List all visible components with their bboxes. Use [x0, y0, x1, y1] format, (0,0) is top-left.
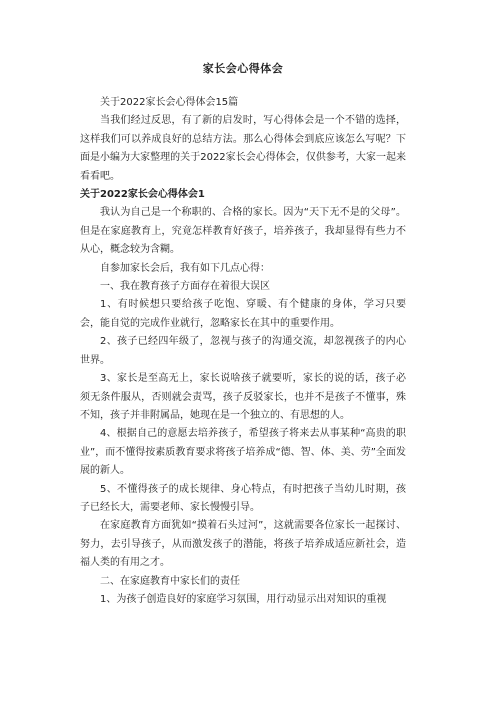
paragraph: 二、在家庭教育中家长们的责任	[100, 575, 240, 587]
paragraph: 4、根据自己的意愿去培养孩子，希望孩子将来去从事某种“高贵的职业”，而不懂得按素质教育要求将孩子培养成“德、智、体、美、劳”全面发展的新人。	[80, 428, 406, 477]
paragraph: 我认为自己是一个称职的、合格的家长。因为“天下无不是的父母”。但是在家庭教育上，究竟怎样教育好孩子，培养孩子，我却显得有些力不从心，概念较为含糊。	[80, 207, 406, 256]
paragraph: 1、为孩子创造良好的家庭学习氛围，用行动显示出对知识的重视	[100, 593, 387, 605]
paragraph: 关于2022家长会心得体会15篇	[100, 97, 239, 108]
paragraph: 1、有时候想只要给孩子吃饱、穿暖、有个健康的身体，学习只要会，能自觉的完成作业就行，忽略家长在其中的重要作用。	[80, 299, 406, 329]
document-title: 家长会心得体会	[202, 62, 284, 75]
paragraph: 2、孩子已经四年级了，忽视与孩子的沟通交流，却忽视孩子的内心世界。	[80, 336, 406, 366]
paragraph: 5、不懂得孩子的成长规律、身心特点，有时把孩子当幼儿时期，孩子已经长大，需要老师、家长慢慢引导。	[80, 483, 406, 513]
paragraph: 一、我在教育孩子方面存在着很大误区	[100, 281, 270, 293]
section-heading: 关于2022家长会心得体会1	[80, 189, 205, 201]
paragraph: 3、家长是至高无上，家长说啥孩子就要听，家长的说的话，孩子必须无条件服从，否则就会责骂，孩子反驳家长，也并不是孩子不懂事，殊不知，孩子并非附属品，她现在是一个独立的、有思想的人。	[80, 373, 406, 421]
paragraph: 当我们经过反思，有了新的启发时，写心得体会是一个不错的选择，这样我们可以养成良好的总结方法。那么心得体会到底应该怎么写呢？下面是小编为大家整理的关于2022家长会心得体会，仅供参考，大家一起来看看吧。	[80, 115, 406, 182]
paragraph: 自参加家长会后，我有如下几点心得：	[100, 262, 270, 274]
paragraph: 在家庭教育方面犹如“摸着石头过河”，这就需要各位家长一起探讨、努力，去引导孩子，从而激发孩子的潜能，将孩子培养成适应新社会，造福人类的有用之才。	[80, 520, 406, 569]
document-body	[80, 94, 406, 609]
